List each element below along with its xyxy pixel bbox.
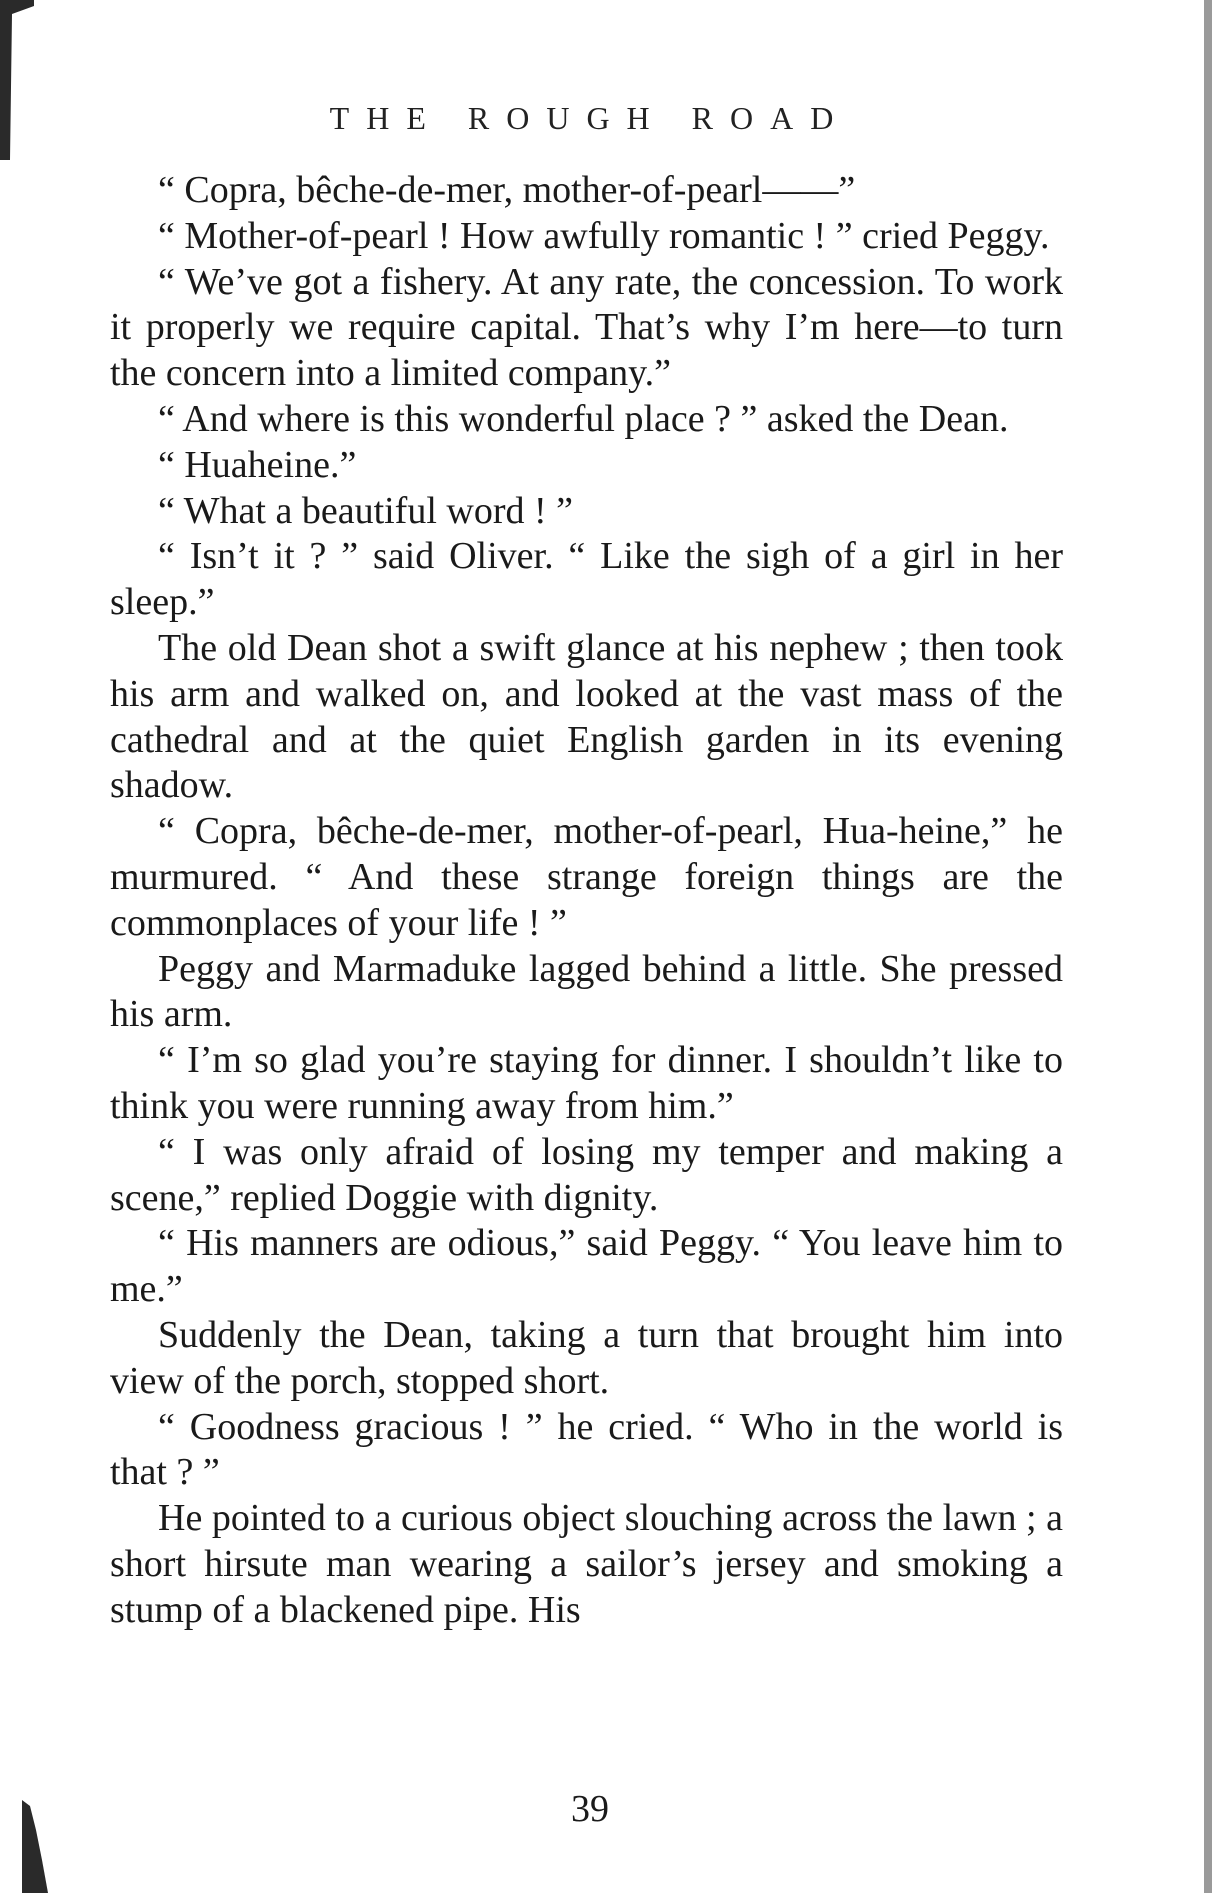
paragraph: “ I was only afraid of losing my temper and making a scene,” replied Doggie with dignity. bbox=[110, 1130, 1063, 1219]
paragraph: “ Huaheine.” bbox=[158, 443, 357, 486]
paragraph: “ We’ve got a fishery. At any rate, the concession. To work it properly we require capital. That’s why I’m here—to turn the concern into a limited company.” bbox=[110, 260, 1063, 395]
paragraph: The old Dean shot a swift glance at his nephew ; then took his arm and walked on, and looked at the vast mass of the cathedral and at the quiet English garden in its evening shadow. bbox=[110, 626, 1063, 807]
paragraph: “ Goodness gracious ! ” he cried. “ Who in the world is that ? ” bbox=[110, 1405, 1063, 1494]
paragraph: “ Copra, bêche-de-mer, mother-of-pearl, Hua-heine,” he murmured. “ And these strange foreign things are the commonplaces of your life ! ” bbox=[110, 810, 1063, 944]
paragraph: “ Copra, bêche-de-mer, mother-of-pearl——” bbox=[158, 169, 856, 211]
paragraph: Peggy and Marmaduke lagged behind a little. She pressed his arm. bbox=[110, 947, 1063, 1036]
page-right-edge bbox=[1204, 0, 1212, 1893]
running-head: THE ROUGH ROAD bbox=[329, 100, 851, 136]
paragraph: He pointed to a curious object slouching across the lawn ; a short hirsute man wearing a sailor’s jersey and smoking a stump of a blackened pipe. His bbox=[110, 1497, 1063, 1631]
paragraph: “ His manners are odious,” said Peggy. “ You leave him to me.” bbox=[110, 1222, 1063, 1311]
paragraph: “ What a beautiful word ! ” bbox=[158, 489, 574, 532]
paragraph: “ And where is this wonderful place ? ” asked the Dean. bbox=[158, 397, 1009, 440]
body-text bbox=[110, 168, 1063, 1634]
page-number: 39 bbox=[571, 1788, 609, 1830]
paragraph: “ I’m so glad you’re staying for dinner. I shouldn’t like to think you were running away from him.” bbox=[110, 1039, 1063, 1127]
paragraph: “ Isn’t it ? ” said Oliver. “ Like the sigh of a girl in her sleep.” bbox=[110, 535, 1063, 624]
paragraph: Suddenly the Dean, taking a turn that brought him into view of the porch, stopped short. bbox=[110, 1313, 1063, 1402]
paragraph: “ Mother-of-pearl ! How awfully romantic ! ” cried Peggy. bbox=[158, 214, 1050, 257]
